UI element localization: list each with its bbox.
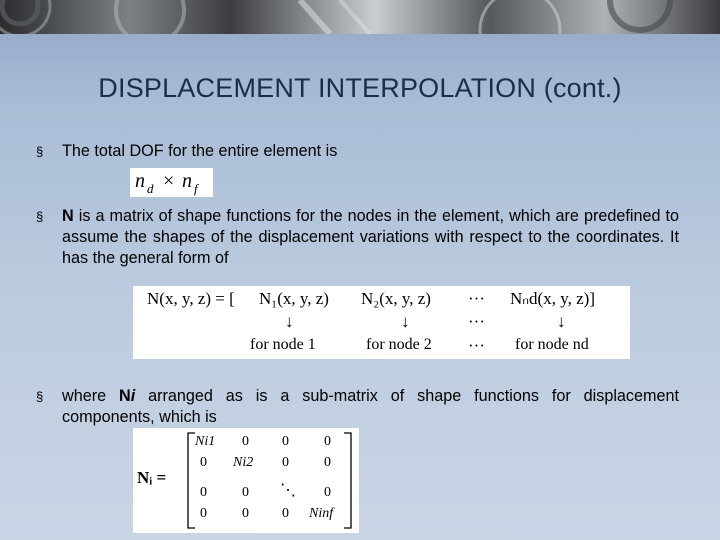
bullet-text-3 — [62, 386, 679, 428]
matrix-cell: 0 — [200, 506, 207, 521]
slide-title: DISPLACEMENT INTERPOLATION (cont.) — [98, 73, 622, 103]
eq2-col4-label: Nₙd(x, y, z)] — [510, 289, 595, 308]
eq2-dots-3: ··· — [468, 336, 485, 355]
down-arrow-icon: ↓ — [285, 312, 294, 331]
eq2-col2-label: N₂(x, y, z) — [361, 289, 431, 308]
matrix-cell: 0 — [324, 455, 331, 470]
eq-n2: n — [182, 170, 192, 192]
eq2-dots-2: ··· — [468, 312, 485, 331]
matrix-cell: ⋱ — [280, 482, 296, 499]
matrix-cell: 0 — [324, 434, 331, 449]
equation-dof — [130, 168, 213, 197]
eq-n: n — [135, 170, 145, 192]
matrix-cell: 0 — [200, 455, 207, 470]
eq2-col4-node: for node nd — [515, 336, 589, 353]
eq2-lhs: N(x, y, z) = [ — [147, 289, 235, 308]
matrix-cell: Ni1 — [195, 434, 216, 449]
bold-N: N — [62, 207, 74, 225]
eq-sub-d: d — [147, 181, 154, 196]
equation-shape-function-matrix — [133, 286, 630, 359]
bullet-3-pre: where — [62, 387, 119, 405]
eq3-lhs: Nᵢ = — [137, 468, 167, 487]
matrix-cell: 0 — [242, 485, 249, 500]
equation-submatrix — [133, 428, 359, 533]
matrix-cell: Ninf — [309, 506, 334, 521]
down-arrow-icon: ↓ — [401, 312, 410, 331]
eq-sub-f: f — [194, 181, 198, 196]
matrix-cell: 0 — [242, 506, 249, 521]
matrix-cell: Ni2 — [233, 455, 254, 470]
bullet-marker: § — [36, 144, 44, 159]
down-arrow-icon: ↓ — [557, 312, 566, 331]
eq2-col1-label: N₁(x, y, z) — [259, 289, 329, 308]
bold-N: N — [119, 387, 131, 405]
bullet-marker: § — [36, 389, 44, 404]
matrix-cell: 0 — [242, 434, 249, 449]
eq2-dots-1: ··· — [468, 289, 485, 308]
matrix-cell: 0 — [324, 485, 331, 500]
matrix-cell: 0 — [282, 455, 289, 470]
matrix-cell: 0 — [282, 434, 289, 449]
matrix-cell: 0 — [200, 485, 207, 500]
header-banner-image — [0, 0, 720, 34]
matrix-cell: 0 — [282, 506, 289, 521]
bullet-marker: § — [36, 209, 44, 224]
italic-i: i — [130, 387, 136, 405]
bullet-2-body: is a matrix of shape functions for the nodes in the element, which are predefined to assume the shapes of the displacement variations with respect to the coordinates. It has the general form of — [62, 207, 679, 267]
eq2-col1-node: for node 1 — [250, 336, 316, 353]
bullet-3-body: arranged as is a sub-matrix of shape functions for displacement components, which is — [62, 387, 680, 426]
eq2-col2-node: for node 2 — [366, 336, 432, 353]
eq-times: × — [163, 170, 175, 192]
bullet-text-1: The total DOF for the entire element is — [62, 142, 338, 160]
bullet-text-2 — [62, 206, 679, 269]
